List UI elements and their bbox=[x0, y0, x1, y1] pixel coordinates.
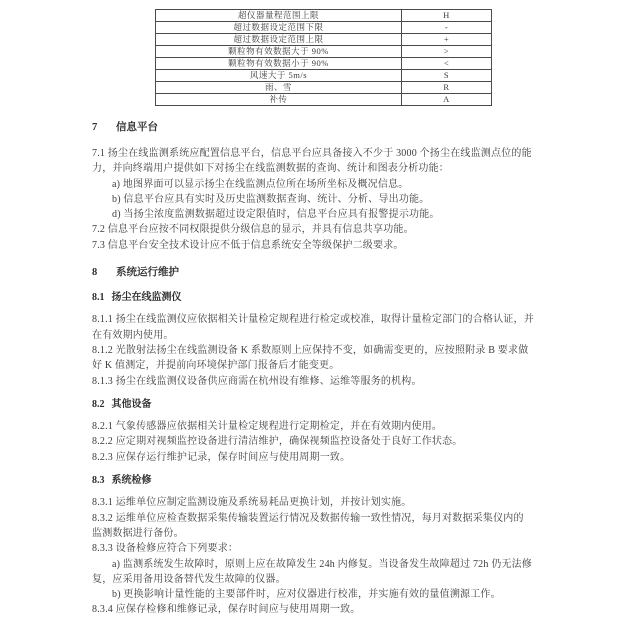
list-item-a-line: 复，应采用备用设备替代发生故障的仪器。 bbox=[92, 573, 286, 585]
paragraph-7-3: 7.3 信息平台安全技术设计应不低于信息系统安全等级保护二级要求。 bbox=[92, 239, 404, 251]
paragraph-8-3-2-line: 8.3.2 运维单位应检查数据采集传输装置运行情况及数据传输一致性情况，每月对数据采集仪内的 bbox=[92, 512, 524, 524]
flag-code: > bbox=[402, 46, 492, 58]
paragraph-7-1-line: 力，并向终端用户提供如下对扬尘在线监测数据的查询、统计和图表分析功能： bbox=[92, 163, 449, 175]
table-row bbox=[156, 46, 492, 58]
list-item-a: a) 地图界面可以显示扬尘在线监测点位所在场所坐标及概况信息。 bbox=[112, 178, 409, 190]
section-7-heading bbox=[92, 120, 560, 136]
paragraph-8-3-3: 8.3.3 设备检修应符合下列要求： bbox=[92, 543, 239, 555]
flag-label: 超过数据设定范围上限 bbox=[156, 34, 402, 46]
paragraph-8-1-1-line: 在有效期内使用。 bbox=[92, 329, 174, 341]
section-number: 8.3 bbox=[92, 475, 105, 487]
flag-code: + bbox=[402, 34, 492, 46]
paragraph-7-1-line: 7.1 扬尘在线监测系统应配置信息平台，信息平台应具备接入不少于 3000 个扬尘在线监测点位的能 bbox=[92, 148, 532, 159]
table-row bbox=[156, 10, 492, 22]
paragraph-8-3-2-line: 监测数据进行备份。 bbox=[92, 527, 184, 539]
paragraph-8-2-2: 8.2.2 应定期对视频监控设备进行清洁维护，确保视频监控设备处于良好工作状态。 bbox=[92, 436, 463, 448]
section-number: 8.2 bbox=[92, 398, 105, 410]
section-number: 8.1 bbox=[92, 292, 105, 304]
flag-label: 超过数据设定范围下限 bbox=[156, 22, 402, 34]
paragraph-7-2: 7.2 信息平台应按不同权限提供分级信息的显示，并具有信息共享功能。 bbox=[92, 224, 414, 236]
data-flag-table bbox=[155, 9, 492, 106]
paragraph-8-3-1: 8.3.1 运维单位应制定监测设施及系统易耗品更换计划，并按计划实施。 bbox=[92, 497, 412, 509]
flag-label: 颗粒物有效数据大于 90% bbox=[156, 46, 402, 58]
table-row bbox=[156, 82, 492, 94]
section-title: 系统检修 bbox=[111, 475, 152, 487]
paragraph-8-1-2-line: 好 K 值测定，并提前向环境保护部门报备后才能变更。 bbox=[92, 360, 340, 372]
list-item-b: b) 信息平台应具有实时及历史监测数据查询、统计、分析、导出功能。 bbox=[112, 193, 430, 205]
flag-code: A bbox=[402, 94, 492, 106]
section-title: 系统运行维护 bbox=[116, 267, 179, 279]
flag-label: 颗粒物有效数据小于 90% bbox=[156, 58, 402, 70]
table-row bbox=[156, 34, 492, 46]
section-number: 8 bbox=[92, 267, 98, 279]
section-8-1-heading bbox=[92, 290, 560, 305]
flag-code: H bbox=[402, 10, 492, 22]
section-title: 扬尘在线监测仪 bbox=[111, 292, 182, 304]
flag-label: 雨、雪 bbox=[156, 82, 402, 94]
table-row bbox=[156, 58, 492, 70]
paragraph-8-1-1-line: 8.1.1 扬尘在线监测仪应依据相关计量检定规程进行检定或校准，取得计量检定部门的合格认证，并 bbox=[92, 314, 534, 326]
section-number: 7 bbox=[92, 122, 98, 133]
flag-label: 超仪器量程范围上限 bbox=[156, 10, 402, 22]
paragraph-8-2-3: 8.2.3 应保存运行维护记录，保存时间应与使用周期一致。 bbox=[92, 451, 351, 463]
flag-label: 风速大于 5m/s bbox=[156, 70, 402, 82]
section-title: 信息平台 bbox=[116, 122, 158, 133]
flag-code: < bbox=[402, 58, 492, 70]
table-row bbox=[156, 22, 492, 34]
paragraph-8-3-4: 8.3.4 应保存检修和维修记录，保存时间应与使用周期一致。 bbox=[92, 604, 361, 616]
section-8-2-heading bbox=[92, 397, 560, 412]
section-title: 其他设备 bbox=[111, 398, 152, 410]
list-item-b: b) 更换影响计量性能的主要部件时，应对仪器进行校准，并实施有效的量值溯源工作。 bbox=[112, 589, 501, 601]
table-row bbox=[156, 94, 492, 106]
paragraph-8-1-3: 8.1.3 扬尘在线监测仪设备供应商需在杭州设有维修、运维等服务的机构。 bbox=[92, 375, 422, 387]
flag-code: R bbox=[402, 82, 492, 94]
flag-code: S bbox=[402, 70, 492, 82]
section-8-heading bbox=[92, 265, 560, 281]
document-body bbox=[92, 120, 560, 618]
list-item-d: d) 当扬尘浓度监测数据超过设定限值时，信息平台应具有报警提示功能。 bbox=[112, 209, 440, 221]
flag-label: 补传 bbox=[156, 94, 402, 106]
table-row bbox=[156, 70, 492, 82]
list-item-a-line: a) 监测系统发生故障时，原则上应在故障发生 24h 内修复。当设备发生故障超过 72h 仍无法修 bbox=[112, 558, 533, 570]
paragraph-8-1-2-line: 8.1.2 光散射法扬尘在线监测设备 K 系数原则上应保持不变，如确需变更的，应按照附录 B 要求做 bbox=[92, 344, 529, 356]
paragraph-8-2-1: 8.2.1 气象传感器应依据相关计量检定规程进行定期检定，并在有效期内使用。 bbox=[92, 421, 443, 433]
section-8-3-heading bbox=[92, 473, 560, 488]
flag-code: - bbox=[402, 22, 492, 34]
